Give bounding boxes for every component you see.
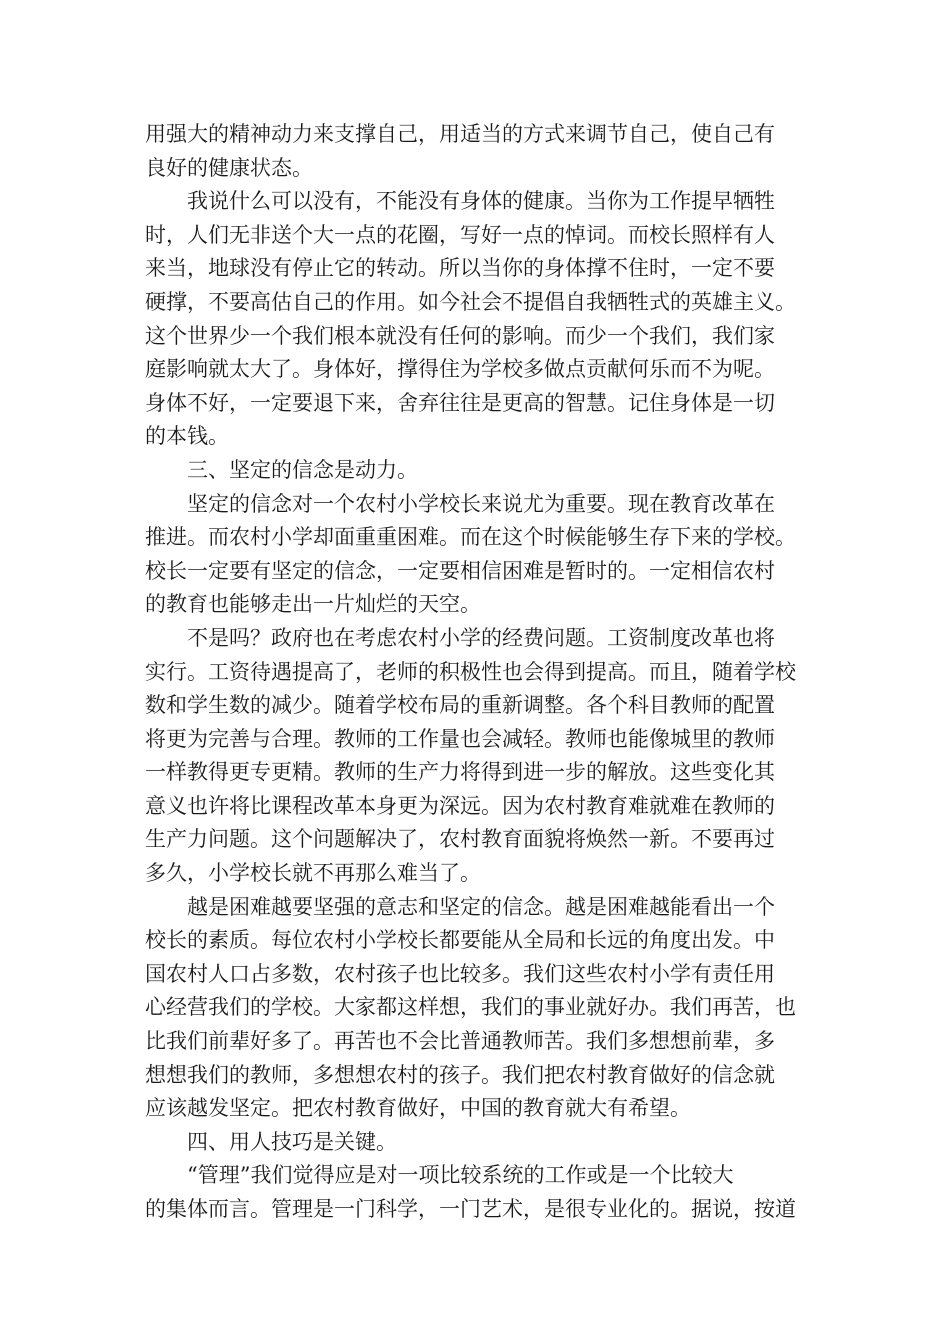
text-line: 硬撑，不要高估自己的作用。如今社会不提倡自我牺牲式的英雄主义。 [145,289,796,314]
text-line: 三、坚定的信念是动力。 [187,457,418,482]
text-line: 国农村人口占多数，农村孩子也比较多。我们这些农村小学有责任用 [145,961,775,986]
text-line: 的本钱。 [145,424,229,449]
document-page [145,118,810,1227]
text-line: 多久，小学校长就不再那么难当了。 [145,861,481,886]
text-line: 生产力问题。这个问题解决了，农村教育面貌将焕然一新。不要再过 [145,827,775,852]
text-line: 实行。工资待遇提高了，老师的积极性也会得到提高。而且，随着学校 [145,659,796,684]
text-line: 良好的健康状态。 [145,155,313,180]
text-line: 四、用人技巧是关键。 [187,1129,397,1154]
text-line: 将更为完善与合理。教师的工作量也会减轻。教师也能像城里的教师 [145,726,775,751]
text-line: 校长的素质。每位农村小学校长都要能从全局和长远的角度出发。中 [145,928,775,953]
text-line: 想想我们的教师，多想想农村的孩子。我们把农村教育做好的信念就 [145,1062,775,1087]
text-line: “管理”我们觉得应是对一项比较系统的工作或是一个比较大 [187,1163,734,1188]
text-line: 的集体而言。管理是一门科学，一门艺术，是很专业化的。据说，按道 [145,1197,796,1221]
text-line: 意义也许将比课程改革本身更为深远。因为农村教育难就难在教师的 [145,793,775,818]
text-line: 庭影响就太大了。身体好，撑得住为学校多做点贡献何乐而不为呢。 [145,357,775,382]
text-line: 我说什么可以没有，不能没有身体的健康。当你为工作提早牺牲 [187,189,775,214]
text-line: 来当，地球没有停止它的转动。所以当你的身体撑不住时，一定不要 [145,256,775,281]
text-line: 不是吗？政府也在考虑农村小学的经费问题。工资制度改革也将 [187,625,775,650]
text-line: 时，人们无非送个大一点的花圈，写好一点的悼词。而校长照样有人 [145,222,775,247]
text-line: 心经营我们的学校。大家都这样想，我们的事业就好办。我们再苦，也 [145,995,796,1020]
text-line: 数和学生数的减少。随着学校布局的重新调整。各个科目教师的配置 [145,693,775,718]
text-line: 应该越发坚定。把农村教育做好，中国的教育就大有希望。 [145,1096,691,1121]
text-line: 比我们前辈好多了。再苦也不会比普通教师苦。我们多想想前辈，多 [145,1029,775,1054]
text-line: 用强大的精神动力来支撑自己，用适当的方式来调节自己，使自己有 [145,122,775,146]
text-line: 校长一定要有坚定的信念，一定要相信困难是暂时的。一定相信农村 [145,558,775,583]
text-line: 坚定的信念对一个农村小学校长来说尤为重要。现在教育改革在 [187,491,775,516]
document-body [145,118,810,1227]
text-line: 越是困难越要坚强的意志和坚定的信念。越是困难越能看出一个 [187,894,775,919]
text-line: 身体不好，一定要退下来，舍弃往往是更高的智慧。记住身体是一切 [145,390,775,415]
text-line: 推进。而农村小学却面重重困难。而在这个时候能够生存下来的学校。 [145,525,796,550]
text-line: 一样教得更专更精。教师的生产力将得到进一步的解放。这些变化其 [145,760,775,785]
text-line: 的教育也能够走出一片灿烂的天空。 [145,592,481,617]
text-line: 这个世界少一个我们根本就没有任何的影响。而少一个我们，我们家 [145,323,775,348]
